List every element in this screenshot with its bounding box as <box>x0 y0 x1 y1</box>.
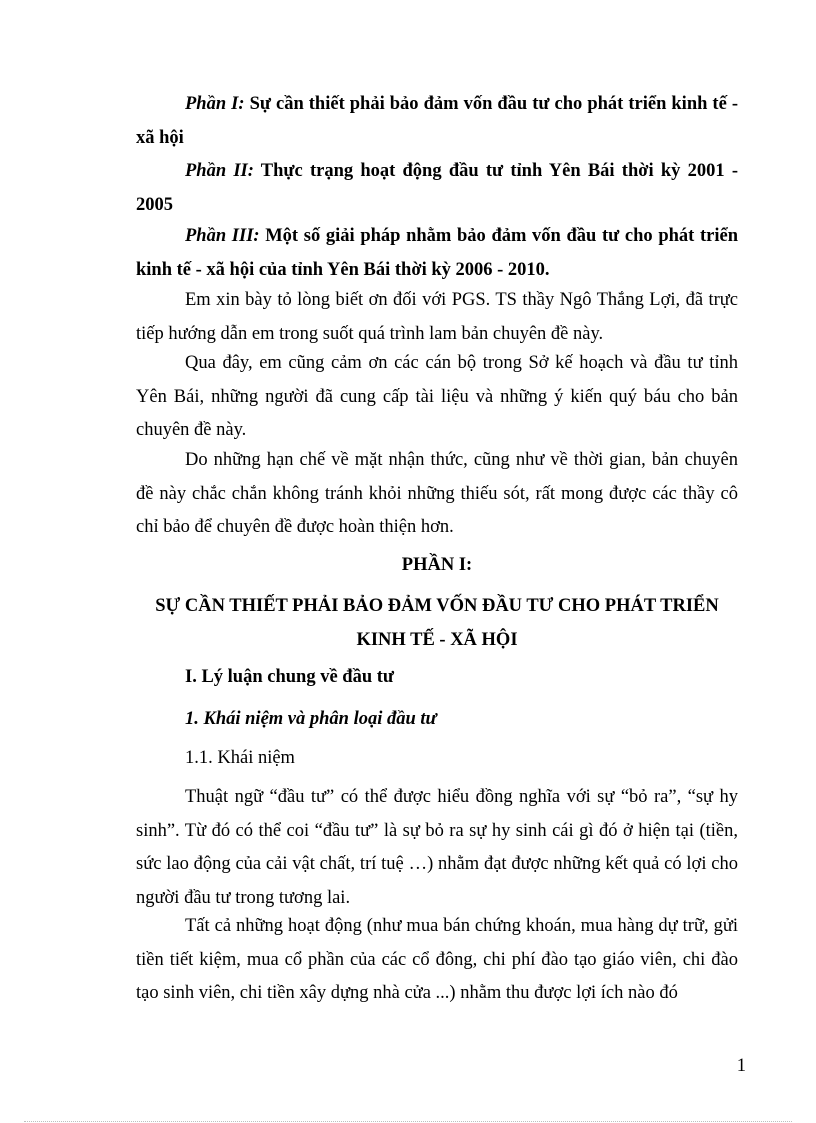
page-bottom-divider <box>24 1121 792 1122</box>
part-2-text: Thực trạng hoạt động đầu tư tỉnh Yên Bái thời kỳ 2001 - 2005 <box>136 161 738 215</box>
chapter-number: PHẦN I: <box>401 555 473 575</box>
acknowledgement-paragraph: Em xin bày tỏ lòng biết ơn đối với PGS. TS thầy Ngô Thắng Lợi, đã trực tiếp hướng dẫn em trong suốt quá trình lam bản chuyên đề này. <box>136 290 738 344</box>
part-1-text: Sự cần thiết phải bảo đảm vốn đầu tư cho phát triển kinh tế - xã hội <box>136 94 738 148</box>
acknowledgement-paragraph: Do những hạn chế về mặt nhận thức, cũng như về thời gian, bản chuyên đề này chắc chắn không tránh khỏi những thiếu sót, rất mong được các thầy cô chỉ bảo để chuyên đề được hoàn thiện hơn. <box>136 450 738 537</box>
part-2-label: Phần II: <box>185 161 254 181</box>
part-1-label: Phần I: <box>185 94 245 114</box>
section-heading: I. Lý luận chung về đầu tư <box>185 667 395 687</box>
part-1-line <box>136 88 738 155</box>
chapter-title: SỰ CẦN THIẾT PHẢI BẢO ĐẢM VỐN ĐẦU TƯ CHO PHÁT TRIỂN KINH TẾ - XÃ HỘI <box>155 596 719 650</box>
part-3-label: Phần III: <box>185 226 260 246</box>
body-paragraph: Tất cả những hoạt động (như mua bán chứng khoán, mua hàng dự trữ, gửi tiền tiết kiệm, mua cổ phần của các cổ đông, chi phí đào tạo giáo viên, chi đào tạo sinh viên, chi tiền xây dựng nhà cửa ...) nhằm thu được lợi ích nào đó <box>136 916 738 1003</box>
page-number: 1 <box>736 1056 746 1076</box>
acknowledgement-paragraph: Qua đây, em cũng cảm ơn các cán bộ trong Sở kế hoạch và đầu tư tỉnh Yên Bái, những người đã cung cấp tài liệu và những ý kiến quý báu cho bản chuyên đề này. <box>136 353 738 440</box>
part-3-text: Một số giải pháp nhằm bảo đảm vốn đầu tư cho phát triển kinh tế - xã hội của tỉnh Yên Bái thời kỳ 2006 - 2010. <box>136 226 739 280</box>
body-paragraph: Thuật ngữ “đầu tư” có thể được hiểu đồng nghĩa với sự “bỏ ra”, “sự hy sinh”. Từ đó có thể coi “đầu tư” là sự bỏ ra sự hy sinh cái gì đó ở hiện tại (tiền, sức lao động của cải vật chất, trí tuệ …) nhằm đạt được những kết quả có lợi cho người đầu tư trong tương lai. <box>136 787 738 908</box>
part-2-line <box>136 155 738 222</box>
subsection-heading: 1. Khái niệm và phân loại đầu tư <box>185 709 437 729</box>
subsubsection-heading: 1.1. Khái niệm <box>185 748 295 768</box>
part-3-line <box>136 220 738 287</box>
